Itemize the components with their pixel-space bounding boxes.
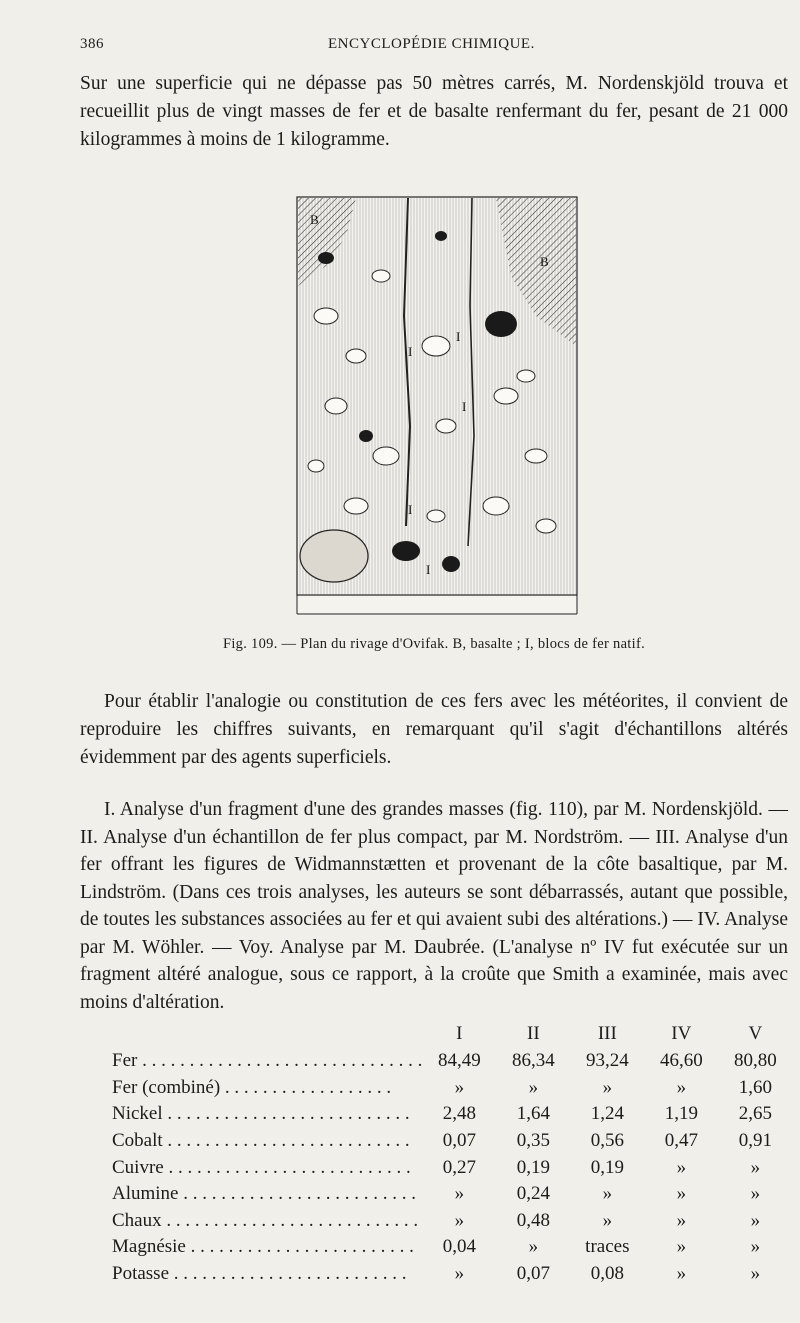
column-header: IV xyxy=(671,1023,692,1044)
table-cell: 0,91 xyxy=(738,1130,772,1152)
table-cell: traces xyxy=(585,1236,630,1258)
table-cell: 1,60 xyxy=(738,1076,772,1098)
running-title: ENCYCLOPÉDIE CHIMIQUE. xyxy=(328,36,535,52)
table-cell: 86,34 xyxy=(511,1050,555,1072)
table-cell: 46,60 xyxy=(659,1050,703,1072)
table-row xyxy=(112,1234,792,1261)
row-label: Cobalt . . . . . . . . . . . . . . . . . . . . . . . . . . xyxy=(112,1130,410,1152)
paragraph-analyses: I. Analyse d'un fragment d'une des grandes masses (fig. 110), par M. Nordenskjöld. — II. Analyse d'un échantillon de fer plus compact, par M. Nordström. — III. Analyse d'un fer offrant les figures de Widmannstætten et provenant de la côte basaltique, par M. Lindström. (Dans ces trois analyses, les auteurs se sont débarrassés, autant que possible, de toutes les substances associées au fer et qui avaient subi des altérations.) — IV. Analyse par M. Wöhler. — Voy. Analyse par M. Daubrée. (L'analyse nº IV fut exécutée sur un fragment altéré analogue, sous ce rapport, à la croûte que Smith a examinée, mais avec moins d'altération. xyxy=(80,799,788,1013)
label-i-5: I xyxy=(426,562,431,577)
table-cell: » xyxy=(454,1183,465,1205)
table-cell: 0,35 xyxy=(516,1130,550,1152)
table-cell: 0,04 xyxy=(442,1236,476,1258)
label-i-1: I xyxy=(408,344,413,359)
table-cell: » xyxy=(750,1156,761,1178)
table-row xyxy=(112,1075,792,1102)
table-cell: 0,07 xyxy=(442,1130,476,1152)
table-cell: » xyxy=(528,1076,539,1098)
table-cell: » xyxy=(750,1263,761,1285)
table-cell: 0,07 xyxy=(516,1263,550,1285)
table-cell: 84,49 xyxy=(437,1050,481,1072)
engraving-illustration xyxy=(296,196,578,616)
row-label: Potasse . . . . . . . . . . . . . . . . . . . . . . . . . xyxy=(112,1263,407,1285)
table-cell: » xyxy=(750,1209,761,1231)
table-cell: 0,56 xyxy=(590,1130,624,1152)
label-b-left: B xyxy=(310,212,319,227)
table-cell: 0,24 xyxy=(516,1183,550,1205)
table-cell: 1,19 xyxy=(664,1103,698,1125)
label-column-header xyxy=(112,1020,422,1048)
table-row xyxy=(112,1181,792,1208)
table-cell: 2,48 xyxy=(442,1103,476,1125)
table-cell: » xyxy=(454,1076,465,1098)
column-header: V xyxy=(748,1023,763,1044)
table-cell: » xyxy=(676,1236,687,1258)
large-block xyxy=(300,530,368,582)
table-cell: 0,08 xyxy=(590,1263,624,1285)
figure-caption: Fig. 109. — Plan du rivage d'Ovifak. B, basalte ; I, blocs de fer natif. xyxy=(222,636,646,652)
table-cell: » xyxy=(750,1236,761,1258)
table-row xyxy=(112,1128,792,1155)
table-cell: » xyxy=(602,1183,613,1205)
label-i-3: I xyxy=(462,399,467,414)
table-row xyxy=(112,1261,792,1288)
row-label: Nickel . . . . . . . . . . . . . . . . . . . . . . . . . . xyxy=(112,1103,410,1125)
intro-paragraph xyxy=(80,70,788,154)
table-cell: 1,24 xyxy=(590,1103,624,1125)
table-row xyxy=(112,1101,792,1128)
figure-109 xyxy=(296,196,578,616)
table-cell: 1,64 xyxy=(516,1103,550,1125)
table-cell: 0,27 xyxy=(442,1156,476,1178)
page-header xyxy=(0,36,800,60)
table-row xyxy=(112,1154,792,1181)
column-header: II xyxy=(527,1023,540,1044)
table-header-row xyxy=(112,1020,792,1048)
intro-text: Sur une superficie qui ne dépasse pas 50 mètres carrés, M. Nordenskjöld trouva et recueillit plus de vingt masses de fer et de basalte renfermant du fer, pesant de 21 000 kilogrammes à moins de 1 kilogramme. xyxy=(80,73,788,150)
table-cell: » xyxy=(750,1183,761,1205)
paragraph-analogie: Pour établir l'analogie ou constitution de ces fers avec les météorites, il convient de reproduire les chiffres suivants, en remarquant qu'il s'agit d'échantillons altérés évidemment par des agents superficiels. xyxy=(80,691,788,768)
table-cell: » xyxy=(676,1156,687,1178)
analysis-table xyxy=(112,1020,792,1287)
label-i-2: I xyxy=(456,329,461,344)
table-row xyxy=(112,1048,792,1075)
table-cell: 2,65 xyxy=(738,1103,772,1125)
table-cell: 0,19 xyxy=(590,1156,624,1178)
label-i-4: I xyxy=(408,502,413,517)
column-header: III xyxy=(597,1023,617,1044)
table-cell: » xyxy=(602,1209,613,1231)
table-cell: 0,48 xyxy=(516,1209,550,1231)
table-cell: » xyxy=(454,1209,465,1231)
table-cell: » xyxy=(676,1263,687,1285)
page-number: 386 xyxy=(80,36,104,52)
table-cell: 0,47 xyxy=(664,1130,698,1152)
table-cell: 0,19 xyxy=(516,1156,550,1178)
row-label: Cuivre . . . . . . . . . . . . . . . . . . . . . . . . . . xyxy=(112,1156,411,1178)
table-cell: 80,80 xyxy=(733,1050,777,1072)
table-cell: » xyxy=(528,1236,539,1258)
row-label: Magnésie . . . . . . . . . . . . . . . . . . . . . . . . xyxy=(112,1236,414,1258)
label-b-right: B xyxy=(540,254,549,269)
column-header: I xyxy=(456,1023,463,1044)
row-label: Alumine . . . . . . . . . . . . . . . . . . . . . . . . . xyxy=(112,1183,416,1205)
table-cell: » xyxy=(676,1183,687,1205)
table-cell: » xyxy=(676,1209,687,1231)
row-label: Fer . . . . . . . . . . . . . . . . . . . . . . . . . . . . . . xyxy=(112,1050,423,1072)
table-cell: » xyxy=(454,1263,465,1285)
table-row xyxy=(112,1208,792,1235)
table-cell: » xyxy=(602,1076,613,1098)
table-cell: 93,24 xyxy=(585,1050,629,1072)
row-label: Fer (combiné) . . . . . . . . . . . . . . . . . . xyxy=(112,1076,392,1098)
table-cell: » xyxy=(676,1076,687,1098)
row-label: Chaux . . . . . . . . . . . . . . . . . . . . . . . . . . . xyxy=(112,1209,419,1231)
